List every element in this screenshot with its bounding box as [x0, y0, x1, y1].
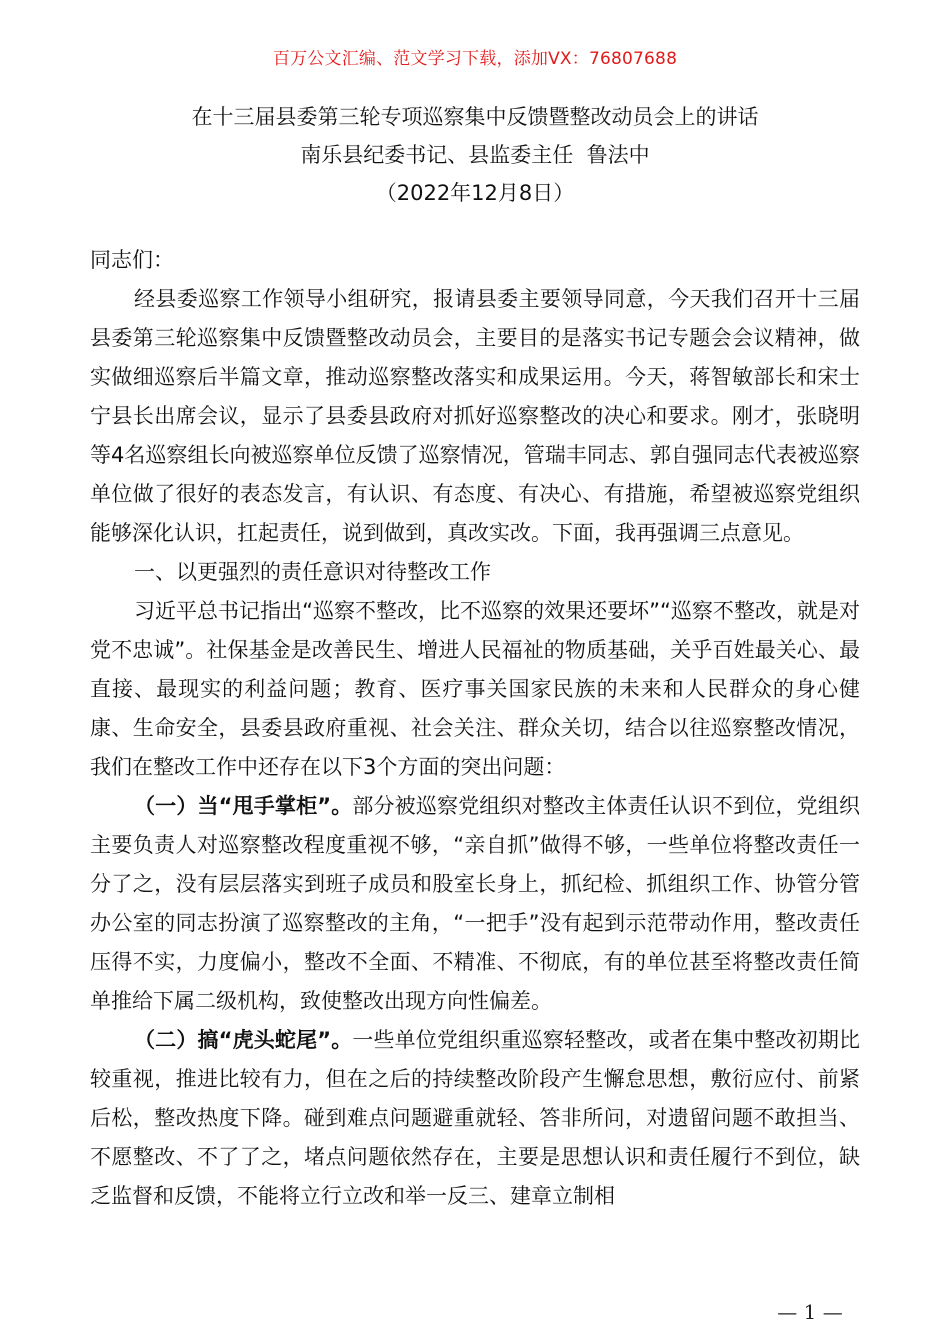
- watermark-banner: 百万公文汇编、范文学习下载，添加VX：76807688: [272, 49, 678, 69]
- intro-paragraph: 经县委巡察工作领导小组研究，报请县委主要领导同意，今天我们召开十三届县委第三轮巡察集中反馈暨整改动员会，主要目的是落实书记专题会会议精神，做实做细巡察后半篇文章，推动巡察整改落实和成果运用。今天，蒋智敏部长和宋士宁县长出席会议，显示了县委县政府对抓好巡察整改的决心和要求。刚才，张晓明等4名巡察组长向被巡察单位反馈了巡察情况，管瑞丰同志、郭自强同志代表被巡察单位做了很好的表态发言，有认识、有态度、有决心、有措施，希望被巡察党组织能够深化认识，扛起责任，说到做到，真改实改。下面，我再强调三点意见。: [90, 287, 860, 545]
- item-1-text: 部分被巡察党组织对整改主体责任认识不到位，党组织主要负责人对巡察整改程度重视不够，“亲自抓”做得不够，一些单位将整改责任一分了之，没有层层落实到班子成员和股室长身上，抓纪检、抓组织工作、协管分管办公室的同志扮演了巡察整改的主角，“一把手”没有起到示范带动作用，整改责任压得不实，力度偏小，整改不全面、不精准、不彻底，有的单位甚至将整改责任简单推给下属二级机构，致使整改出现方向性偏差。: [90, 794, 861, 1013]
- speech-title: 在十三届县委第三轮专项巡察集中反馈暨整改动员会上的讲话: [191, 105, 759, 129]
- speech-date: （2022年12月8日）: [375, 181, 575, 205]
- section-1-paragraph: 习近平总书记指出“巡察不整改，比不巡察的效果还要坏”“巡察不整改，就是对党不忠诚”。社保基金是改善民生、增进人民福祉的物质基础，关乎百姓最关心、最直接、最现实的利益问题；教育、医疗事关国家民族的未来和人民群众的身心健康、生命安全，县委县政府重视、社会关注、群众关切，结合以往巡察整改情况，我们在整改工作中还存在以下3个方面的突出问题：: [90, 599, 860, 779]
- item-2-lead: （二）搞“虎头蛇尾”。: [134, 1028, 353, 1052]
- section-heading-1: 一、以更强烈的责任意识对待整改工作: [134, 560, 491, 584]
- document-body: [90, 241, 860, 1216]
- item-2-text: 一些单位党组织重巡察轻整改，或者在集中整改初期比较重视，推进比较有力，但在之后的持续整改阶段产生懈怠思想，敷衍应付、前紧后松，整改热度下降。碰到难点问题避重就轻、答非所问，对遗留问题不敢担当、不愿整改、不了了之，堵点问题依然存在，主要是思想认识和责任履行不到位，缺乏监督和反馈，不能将立行立改和举一反三、建章立制相: [90, 1028, 861, 1208]
- item-1-paragraph: [90, 787, 860, 1021]
- item-1-lead: （一）当“甩手掌柜”。: [134, 794, 353, 818]
- salutation: 同志们：: [90, 248, 174, 272]
- title-block: [0, 98, 950, 212]
- item-2-paragraph: [90, 1021, 860, 1216]
- page-number: — 1 —: [777, 1300, 843, 1324]
- speaker-line: 南乐县纪委书记、县监委主任 鲁法中: [300, 143, 650, 167]
